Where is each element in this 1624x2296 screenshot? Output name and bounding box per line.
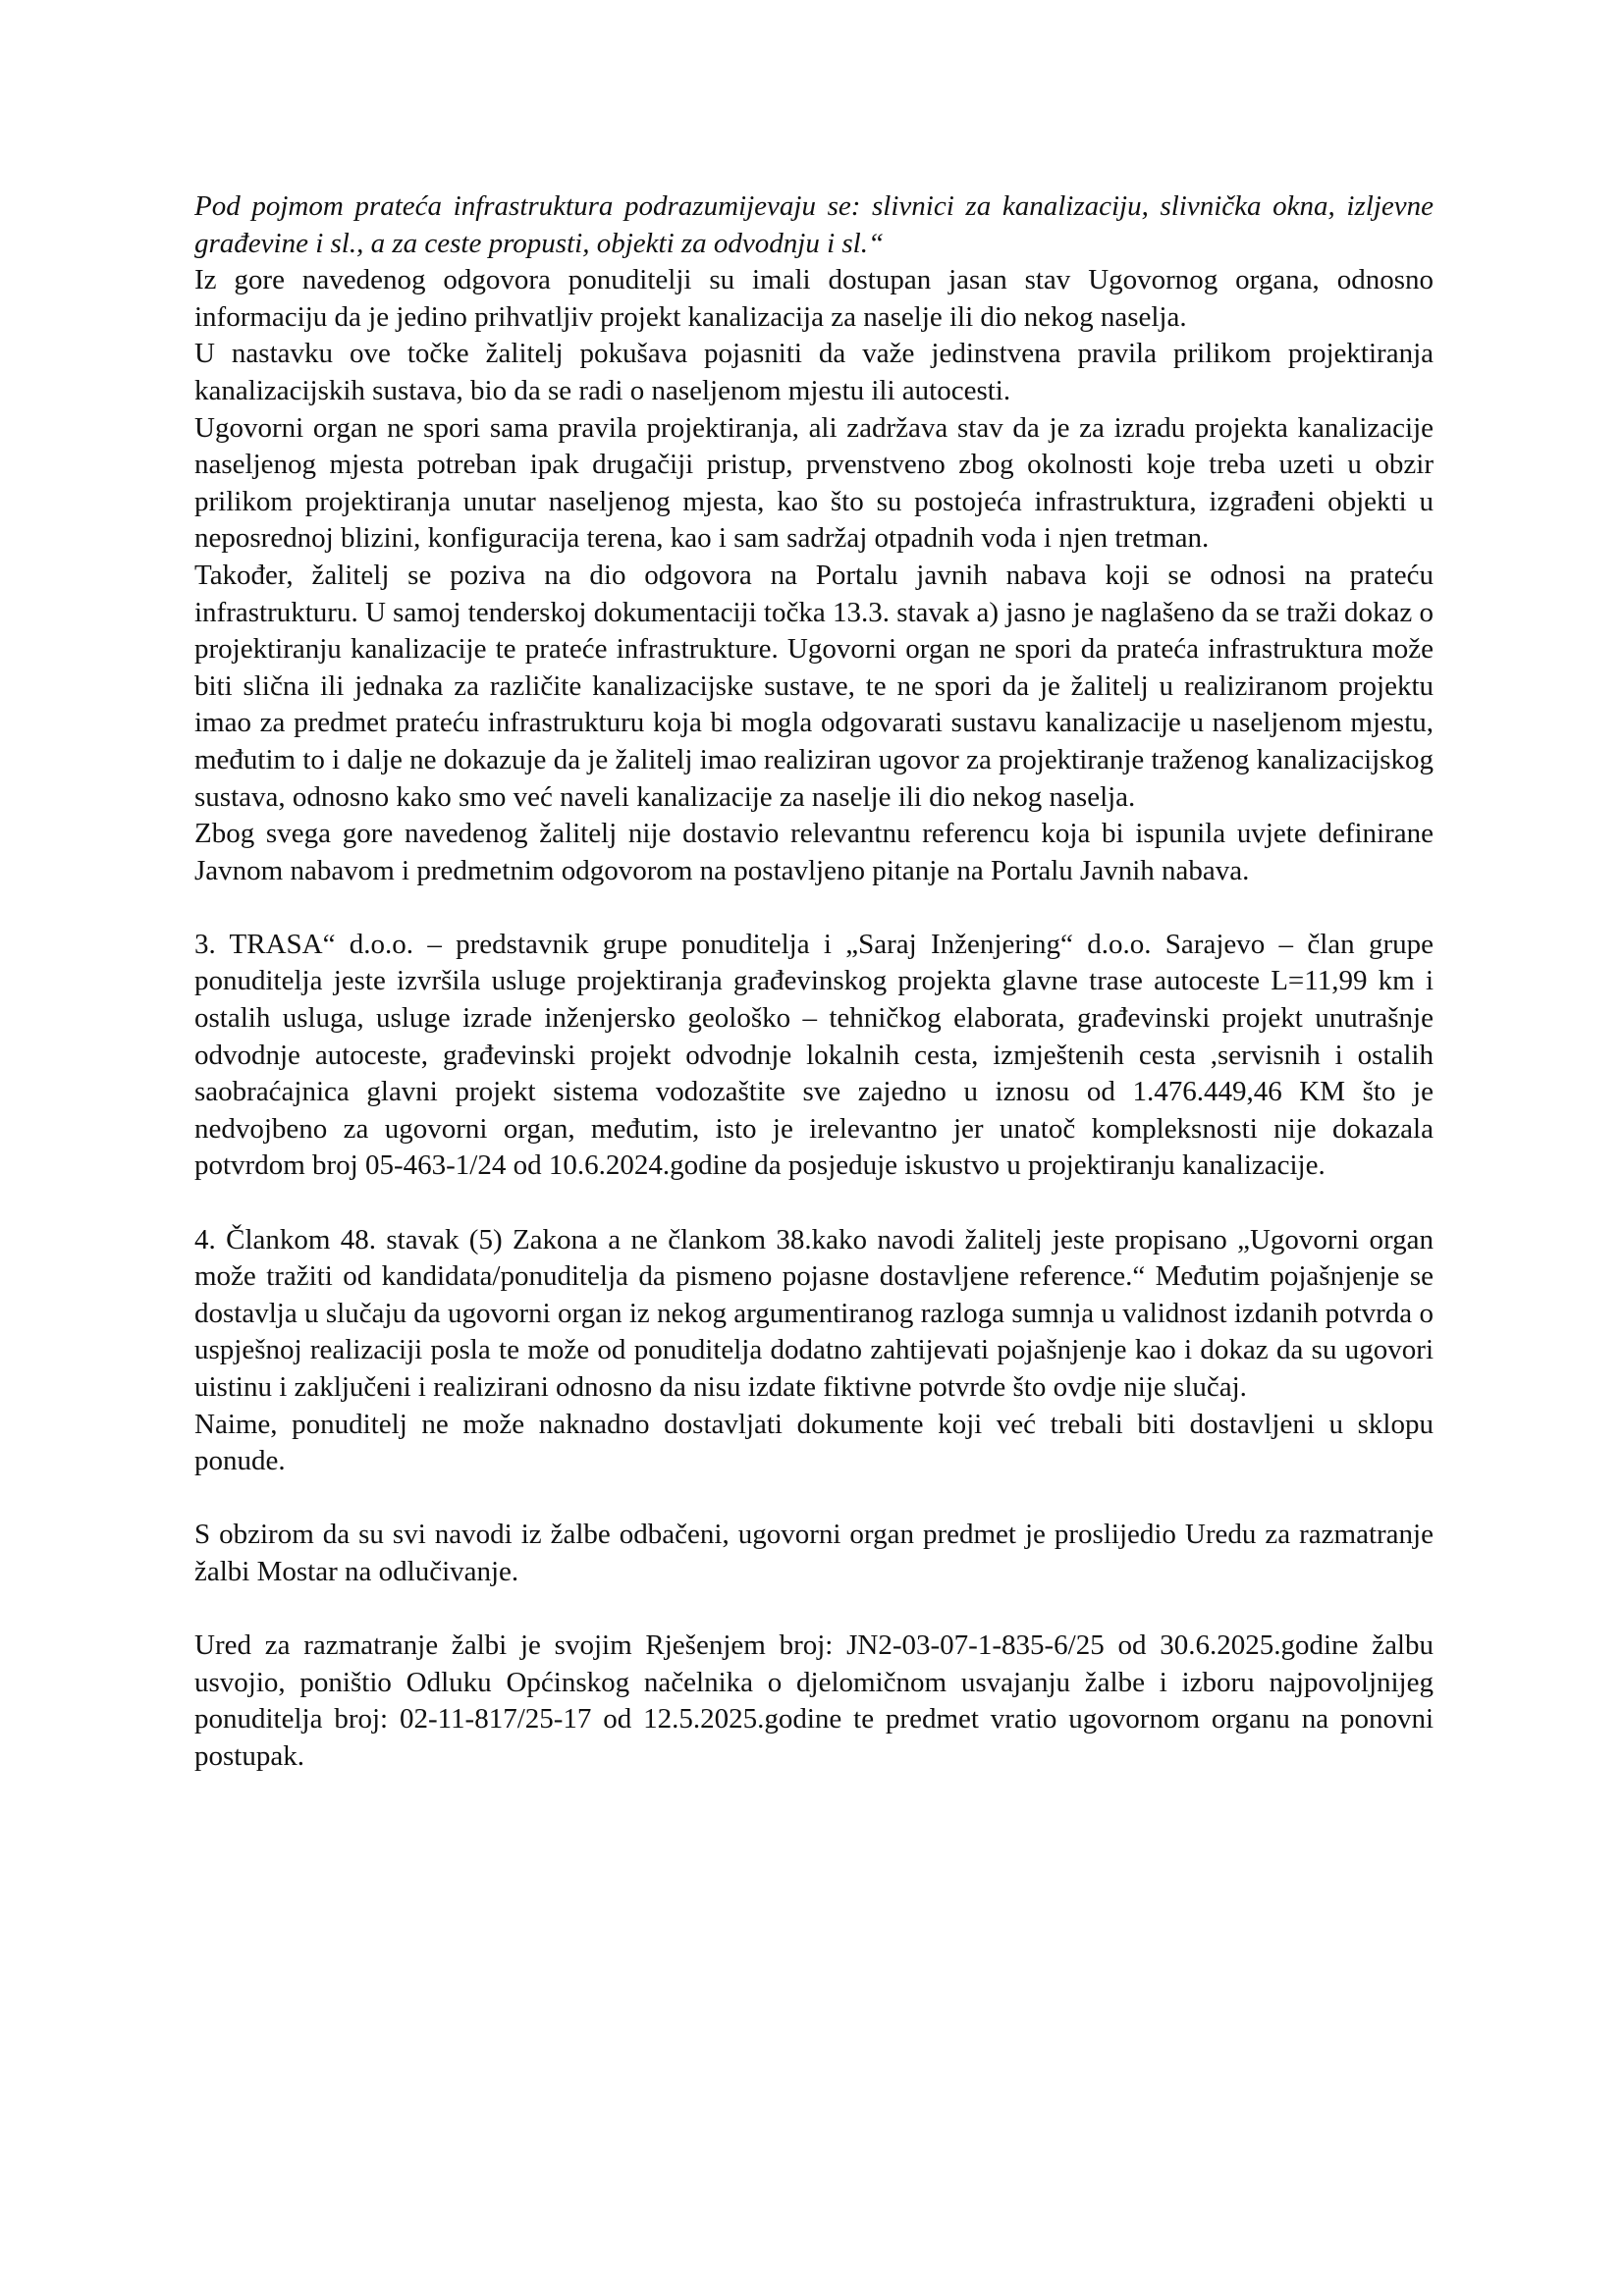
decision-paragraph: Ured za razmatranje žalbi je svojim Rješenjem broj: JN2-03-07-1-835-6/25 od 30.6.2025.godine žalbu usvojio, poništio Odluku Općinskog načelnika o djelomičnom usvajanju žalbe i izboru najpovoljnijeg ponuditelja broj: 02-11-817/25-17 od 12.5.2025.godine te predmet vratio ugovornom organu na ponovni postupak.	[194, 1629, 1434, 1772]
paragraph-spacer	[194, 1591, 1434, 1629]
body-paragraph: Ugovorni organ ne spori sama pravila projektiranja, ali zadržava stav da je za izradu projekta kanalizacije naseljenog mjesta potreban ipak drugačiji pristup, prvenstveno zbog okolnosti koje treba uzeti u obzir prilikom projektiranja unutar naseljenog mjesta, kao što su postojeća infrastruktura, izgrađeni objekti u neposrednoj blizini, konfiguracija terena, kao i sam sadržaj otpadnih voda i njen tretman.	[194, 411, 1434, 555]
point-3-paragraph: 3. TRASA“ d.o.o. – predstavnik grupe ponuditelja i „Saraj Inženjering“ d.o.o. Sarajevo – član grupe ponuditelja jeste izvršila usluge projektiranja građevinskog projekta glavne trase autoceste L=11,99 km i ostalih usluga, usluge izrade inženjersko geološko – tehničkog elaborata, građevinski projekt unutrašnje odvodnje autoceste, građevinski projekt odvodnje lokalnih cesta, izmještenih cesta ,servisnih i ostalih saobraćajnica glavni projekt sistema vodozaštite sve zajedno u iznosu od 1.476.449,46 KM što je nedvojbeno za ugovorni organ, međutim, isto je irelevantno jer unatoč kompleksnosti nije dokazala potvrdom broj 05-463-1/24 od 10.6.2024.godine da posjeduje iskustvo u projektiranju kanalizacije.	[194, 928, 1434, 1182]
body-paragraph: U nastavku ove točke žalitelj pokušava pojasniti da važe jedinstvena pravila prilikom projektiranja kanalizacijskih sustava, bio da se radi o naseljenom mjestu ili autocesti.	[194, 338, 1434, 406]
document-page	[194, 188, 1434, 1776]
paragraph-spacer	[194, 889, 1434, 927]
paragraph-spacer	[194, 1185, 1434, 1222]
quote-paragraph: Pod pojmom prateća infrastruktura podrazumijevaju se: slivnici za kanalizaciju, slivnička okna, izljevne građevine i sl., a za ceste propusti, objekti za odvodnju i sl.“	[194, 190, 1434, 259]
body-paragraph: S obzirom da su svi navodi iz žalbe odbačeni, ugovorni organ predmet je proslijedio Uredu za razmatranje žalbi Mostar na odlučivanje.	[194, 1519, 1434, 1587]
point-4-paragraph: 4. Člankom 48. stavak (5) Zakona a ne člankom 38.kako navodi žalitelj jeste propisano „Ugovorni organ može tražiti od kandidata/ponuditelja da pismeno pojasne dostavljene reference.“ Međutim pojašnjenje se dostavlja u slučaju da ugovorni organ iz nekog argumentiranog razloga sumnja u validnost izdanih potvrda o uspješnoj realizaciji posla te može od ponuditelja dodatno zahtijevati pojašnjenje kao i dokaz da su ugovori uistinu i zaključeni i realizirani odnosno da nisu izdate fiktivne potvrde što ovdje nije slučaj.	[194, 1223, 1434, 1403]
body-paragraph: Iz gore navedenog odgovora ponuditelji su imali dostupan jasan stav Ugovornog organa, odnosno informaciju da je jedino prihvatljiv projekt kanalizacija za naselje ili dio nekog naselja.	[194, 264, 1434, 333]
paragraph-spacer	[194, 1480, 1434, 1518]
body-paragraph: Zbog svega gore navedenog žalitelj nije dostavio relevantnu referencu koja bi ispunila uvjete definirane Javnom nabavom i predmetnim odgovorom na postavljeno pitanje na Portalu Javnih nabava.	[194, 818, 1434, 886]
body-paragraph: Naime, ponuditelj ne može naknadno dostavljati dokumente koji već trebali biti dostavljeni u sklopu ponude.	[194, 1408, 1434, 1477]
body-paragraph: Također, žalitelj se poziva na dio odgovora na Portalu javnih nabava koji se odnosi na prateću infrastrukturu. U samoj tenderskoj dokumentaciji točka 13.3. stavak a) jasno je naglašeno da se traži dokaz o projektiranju kanalizacije te prateće infrastrukture. Ugovorni organ ne spori da prateća infrastruktura može biti slična ili jednaka za različite kanalizacijske sustave, te ne spori da je žalitelj u realiziranom projektu imao za predmet prateću infrastrukturu koja bi mogla odgovarati sustavu kanalizacije u naseljenom mjestu, međutim to i dalje ne dokazuje da je žalitelj imao realiziran ugovor za projektiranje traženog kanalizacijskog sustava, odnosno kako smo već naveli kanalizacije za naselje ili dio nekog naselja.	[194, 559, 1434, 813]
